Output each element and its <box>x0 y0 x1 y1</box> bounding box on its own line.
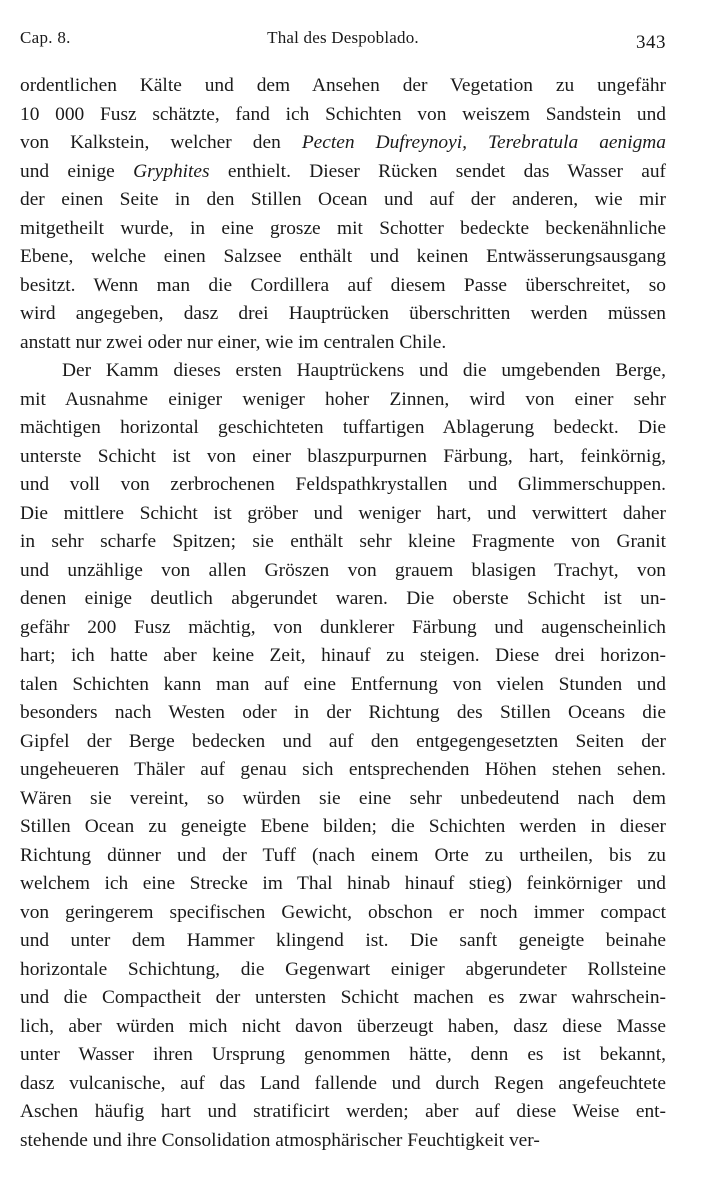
text-line: wird angegeben, dasz drei Hauptrücken überschritten werden müssen <box>20 303 666 324</box>
text-line: in sehr scharfe Spitzen; sie enthält sehr kleine Fragmente von Granit <box>20 531 666 552</box>
italic-text: Pecten Dufreynoyi, Terebratula aenigma <box>301 132 666 153</box>
text-line: denen einige deutlich abgerundet waren. Die oberste Schicht ist un- <box>20 588 666 609</box>
text-line: Gipfel der Berge bedecken und auf den entgegengesetzten Seiten der <box>20 730 666 752</box>
text-line: mit Ausnahme einiger weniger hoher Zinnen, wird von einer sehr <box>20 388 666 410</box>
text-line: mächtigen horizontal geschichteten tuffartigen Ablagerung bedeckt. Die <box>20 417 666 438</box>
text-line: stehende und ihre Consolidation atmosphärischer Feuchtigkeit ver- <box>20 1129 540 1151</box>
text-line <box>20 158 666 187</box>
text-line: unter Wasser ihren Ursprung genommen hätte, denn es ist bekannt, <box>20 1044 666 1065</box>
text-segment: und einige <box>20 160 134 182</box>
paragraph <box>20 357 666 1155</box>
text-line: anstatt nur zwei oder nur einer, wie im centralen Chile. <box>20 331 447 353</box>
text-line: Ebene, welche einen Salzsee enthält und keinen Entwässerungsausgang <box>20 246 666 267</box>
text-segment: von Kalkstein, welcher den <box>20 132 302 153</box>
text-line: 10 000 Fusz schätzte, fand ich Schichten von weiszem Sandstein und <box>20 103 666 125</box>
text-line: und unzählige von allen Gröszen von grauem blasigen Trachyt, von <box>20 559 666 581</box>
text-line: und die Compactheit der untersten Schicht machen es zwar wahrschein- <box>20 987 666 1008</box>
text-line: ordentlichen Kälte und dem Ansehen der Vegetation zu ungefähr <box>20 75 666 96</box>
text-line: Stillen Ocean zu geneigte Ebene bilden; die Schichten werden in dieser <box>20 816 666 837</box>
text-line: unterste Schicht ist von einer blaszpurpurnen Färbung, hart, feinkörnig, <box>20 445 666 467</box>
page-heading: Thal des Despoblado. <box>267 28 419 47</box>
text-line: von geringerem specifischen Gewicht, obschon er noch immer compact <box>20 901 666 923</box>
text-line: lich, aber würden mich nicht davon überzeugt haben, dasz diese Masse <box>20 1015 666 1037</box>
text-line <box>20 129 666 158</box>
text-line: Die mittlere Schicht ist gröber und weniger hart, und verwittert daher <box>20 502 666 524</box>
text-line: mitgetheilt wurde, in eine grosze mit Schotter bedeckte beckenähnliche <box>20 217 666 239</box>
body-text <box>20 72 666 1155</box>
text-line: hart; ich hatte aber keine Zeit, hinauf zu steigen. Diese drei horizon- <box>20 645 666 666</box>
chapter-label: Cap. 8. <box>20 28 71 47</box>
text-line: und unter dem Hammer klingend ist. Die sanft geneigte beinahe <box>20 930 666 951</box>
text-segment: enthielt. Dieser Rücken sendet das Wasser auf <box>209 160 666 182</box>
text-line: besitzt. Wenn man die Cordillera auf diesem Passe überschreitet, so <box>20 274 666 296</box>
book-page <box>20 22 666 1155</box>
text-line: und voll von zerbrochenen Feldspathkrystallen und Glimmerschuppen. <box>20 474 666 495</box>
text-line: der einen Seite in den Stillen Ocean und auf der anderen, wie mir <box>20 189 666 210</box>
text-line: horizontale Schichtung, die Gegenwart einiger abgerundeter Rollsteine <box>20 958 666 980</box>
paragraph <box>20 72 666 357</box>
italic-text: Gryphites <box>133 160 210 182</box>
running-head <box>20 22 666 56</box>
text-line: gefähr 200 Fusz mächtig, von dunklerer Färbung und augenscheinlich <box>20 616 666 638</box>
text-line: dasz vulcanische, auf das Land fallende und durch Regen angefeuchtete <box>20 1072 666 1094</box>
text-line: besonders nach Westen oder in der Richtung des Stillen Oceans die <box>20 702 666 723</box>
text-line: welchem ich eine Strecke im Thal hinab hinauf stieg) feinkörniger und <box>20 873 666 894</box>
text-line: talen Schichten kann man auf eine Entfernung von vielen Stunden und <box>20 673 666 695</box>
text-line: ungeheueren Thäler auf genau sich entsprechenden Höhen stehen sehen. <box>20 759 666 780</box>
text-line: Der Kamm dieses ersten Hauptrückens und die umgebenden Berge, <box>62 360 666 381</box>
text-line: Richtung dünner und der Tuff (nach einem Orte zu urtheilen, bis zu <box>20 844 666 866</box>
text-line: Aschen häufig hart und stratificirt werden; aber auf diese Weise ent- <box>20 1101 666 1122</box>
text-line: Wären sie vereint, so würden sie eine sehr unbedeutend nach dem <box>20 787 666 809</box>
page-number: 343 <box>636 32 666 53</box>
